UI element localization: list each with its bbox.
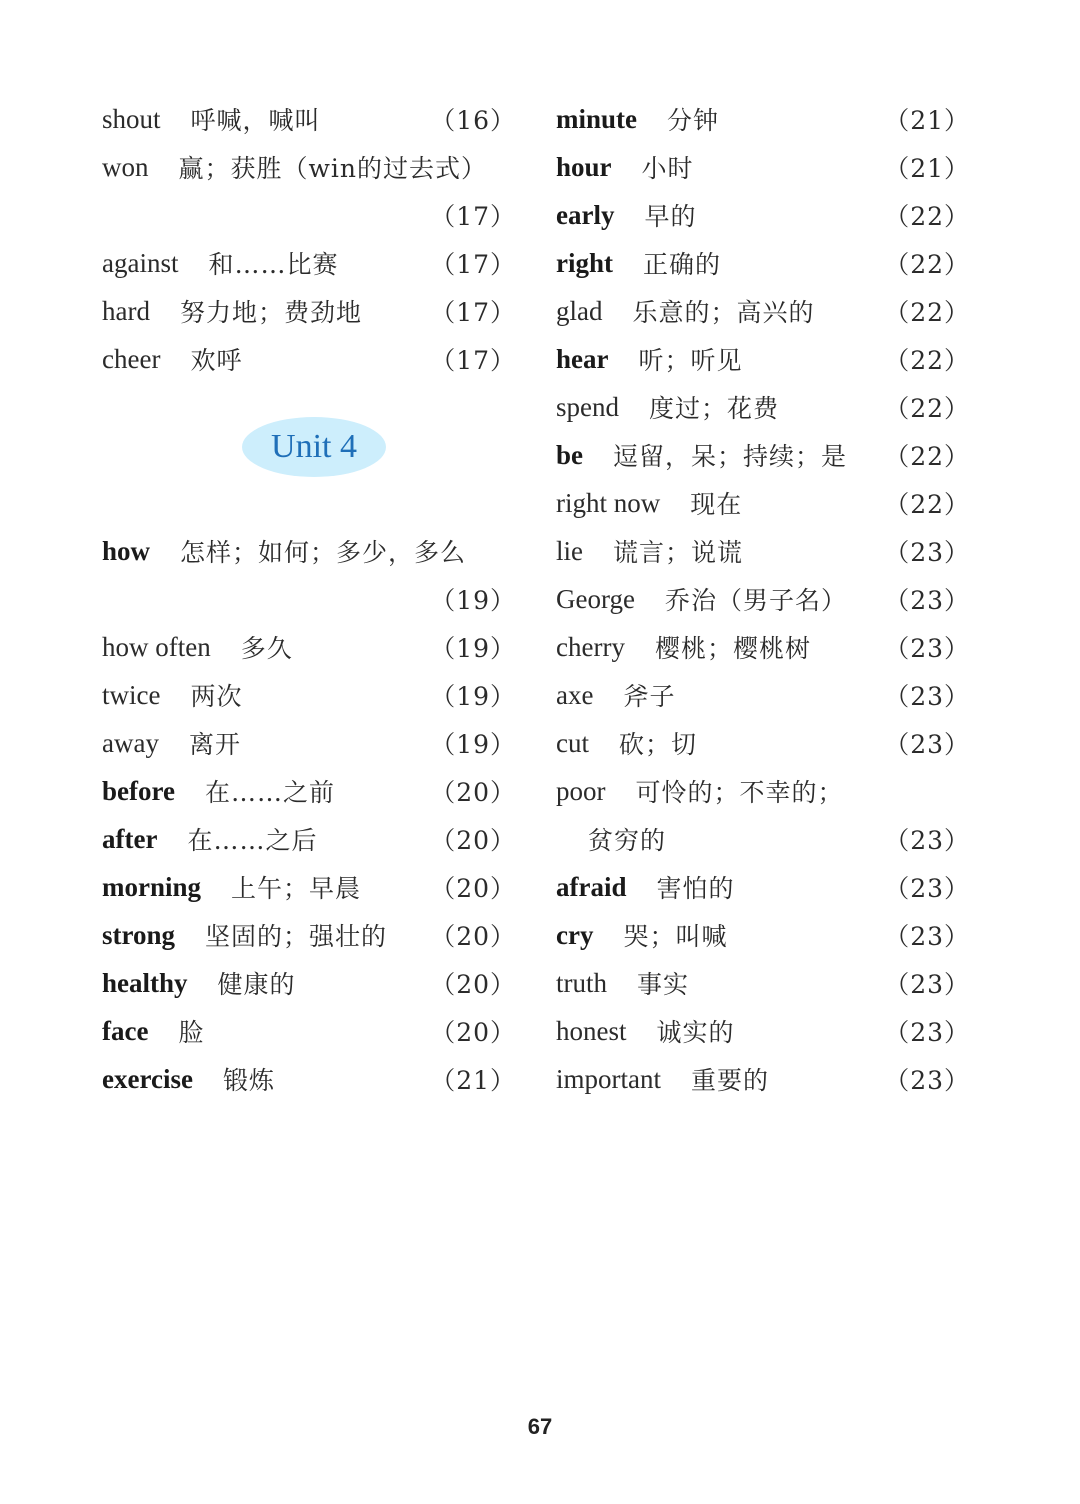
vocab-meaning: 分钟 <box>667 106 720 135</box>
vocab-word: early <box>556 199 615 230</box>
vocab-meaning: 坚固的；强壮的 <box>205 922 388 951</box>
vocab-word: afraid <box>556 871 627 902</box>
vocab-meaning: 赢；获胜（win的过去式） <box>178 154 487 183</box>
vocab-entry <box>556 191 970 239</box>
right-vocab-column <box>556 95 970 1103</box>
vocab-page-ref: （21） <box>430 1066 516 1095</box>
vocab-page-ref: （23） <box>884 634 970 663</box>
vocab-word: before <box>102 775 175 806</box>
vocab-entry <box>556 527 970 575</box>
vocab-word: spend <box>556 391 619 422</box>
vocab-entry <box>102 671 516 719</box>
vocab-word: hour <box>556 151 612 182</box>
vocab-meaning: 离开 <box>188 730 241 759</box>
vocab-meaning: 呼喊，喊叫 <box>190 106 321 135</box>
vocab-entry <box>556 143 970 191</box>
vocab-entry <box>556 767 970 815</box>
vocab-entry <box>102 623 516 671</box>
vocab-word: against <box>102 247 179 278</box>
vocab-meaning: 诚实的 <box>656 1018 735 1047</box>
vocab-entry <box>556 863 970 911</box>
vocab-page-ref: （20） <box>430 1018 516 1047</box>
vocab-word: face <box>102 1015 149 1046</box>
vocab-entry <box>102 527 516 575</box>
vocab-meaning: 可怜的；不幸的； <box>635 778 844 807</box>
vocab-page-ref: （22） <box>884 250 970 279</box>
vocab-word: cheer <box>102 343 161 374</box>
vocab-page-ref: （22） <box>884 346 970 375</box>
vocab-entry <box>102 815 516 863</box>
vocab-word: poor <box>556 775 606 806</box>
vocab-word: morning <box>102 871 202 902</box>
vocab-meaning: 和……比赛 <box>208 250 339 279</box>
vocab-meaning: 怎样；如何；多少，多么 <box>180 538 467 567</box>
vocab-word: hard <box>102 295 150 326</box>
vocab-page-ref: （23） <box>884 922 970 951</box>
vocab-word: cry <box>556 919 594 950</box>
vocab-entry <box>556 575 970 623</box>
vocab-word: lie <box>556 535 583 566</box>
vocab-page-ref: （17） <box>430 346 516 375</box>
vocab-list-unit4 <box>102 527 516 1103</box>
vocab-meaning: 贫穷的 <box>588 826 667 855</box>
vocab-entry <box>102 959 516 1007</box>
vocab-entry <box>102 239 516 287</box>
vocab-meaning: 健康的 <box>217 970 296 999</box>
vocab-word: be <box>556 439 583 470</box>
vocab-page-ref: （23） <box>884 538 970 567</box>
vocab-page-ref: （17） <box>430 250 516 279</box>
vocab-entry <box>556 671 970 719</box>
vocab-page-ref: （20） <box>430 970 516 999</box>
vocab-entry <box>102 335 516 383</box>
vocab-entry <box>102 1055 516 1103</box>
vocab-entry <box>556 95 970 143</box>
vocab-word: exercise <box>102 1063 193 1094</box>
vocab-meaning: 现在 <box>690 490 743 519</box>
vocab-entry <box>556 239 970 287</box>
vocab-entry <box>556 1007 970 1055</box>
vocab-entry <box>556 479 970 527</box>
vocab-page-ref: （20） <box>430 826 516 855</box>
vocab-word: right <box>556 247 613 278</box>
vocab-page-ref: （19） <box>430 682 516 711</box>
vocab-entry <box>102 191 516 239</box>
vocab-meaning: 欢呼 <box>190 346 243 375</box>
vocab-word: George <box>556 583 635 614</box>
vocab-word: away <box>102 727 159 758</box>
vocab-page-ref: （22） <box>884 394 970 423</box>
vocab-meaning: 早的 <box>644 202 697 231</box>
vocab-entry <box>102 287 516 335</box>
vocab-word: important <box>556 1063 661 1094</box>
unit-heading-wrap <box>102 383 516 527</box>
vocab-entry <box>556 911 970 959</box>
vocab-word: hear <box>556 343 609 374</box>
vocab-entry <box>102 143 516 191</box>
vocab-page-ref: （20） <box>430 874 516 903</box>
vocab-meaning: 樱桃；樱桃树 <box>654 634 811 663</box>
vocab-entry <box>102 575 516 623</box>
vocab-page-ref: （23） <box>884 1066 970 1095</box>
vocab-word: honest <box>556 1015 627 1046</box>
vocab-entry <box>556 623 970 671</box>
vocab-meaning: 上午；早晨 <box>231 874 362 903</box>
vocab-page-ref: （19） <box>430 730 516 759</box>
vocab-entry <box>102 1007 516 1055</box>
vocab-entry <box>102 719 516 767</box>
vocab-entry <box>102 863 516 911</box>
vocab-meaning: 事实 <box>637 970 690 999</box>
vocab-word: twice <box>102 679 161 710</box>
vocab-page-ref: （21） <box>884 154 970 183</box>
vocab-word: shout <box>102 103 161 134</box>
vocab-word: cut <box>556 727 589 758</box>
vocab-entry <box>556 287 970 335</box>
vocab-meaning: 哭；叫喊 <box>623 922 728 951</box>
vocab-entry <box>556 383 970 431</box>
page-number: 67 <box>527 1414 553 1439</box>
vocab-meaning: 努力地；费劲地 <box>179 298 362 327</box>
vocab-meaning: 害怕的 <box>656 874 735 903</box>
vocab-page-ref: （17） <box>430 202 516 231</box>
vocab-page-ref: （22） <box>884 490 970 519</box>
vocab-meaning: 逗留，呆；持续；是 <box>613 442 848 471</box>
vocab-entry <box>556 959 970 1007</box>
vocab-word: glad <box>556 295 603 326</box>
vocab-meaning: 度过；花费 <box>649 394 780 423</box>
vocab-meaning: 在……之后 <box>187 826 318 855</box>
vocab-page-ref: （23） <box>884 682 970 711</box>
vocab-page-ref: （23） <box>884 1018 970 1047</box>
vocab-meaning: 砍；切 <box>619 730 698 759</box>
vocab-page-ref: （23） <box>884 586 970 615</box>
vocab-meaning: 斧子 <box>623 682 676 711</box>
vocab-meaning: 锻炼 <box>222 1066 275 1095</box>
vocab-page-ref: （23） <box>884 826 970 855</box>
left-vocab-column <box>102 95 516 1103</box>
vocab-entry <box>556 1055 970 1103</box>
vocab-entry <box>556 431 970 479</box>
vocab-word: axe <box>556 679 594 710</box>
vocab-word: healthy <box>102 967 188 998</box>
vocab-page-ref: （22） <box>884 202 970 231</box>
vocab-list-unit3-end <box>102 95 516 383</box>
vocab-meaning: 重要的 <box>690 1066 769 1095</box>
vocab-meaning: 谎言；说谎 <box>613 538 744 567</box>
vocab-meaning: 乐意的；高兴的 <box>632 298 815 327</box>
vocab-word: after <box>102 823 158 854</box>
vocab-word: cherry <box>556 631 625 662</box>
vocab-meaning: 听；听见 <box>638 346 743 375</box>
vocab-entry <box>102 95 516 143</box>
vocab-page-ref: （17） <box>430 298 516 327</box>
vocab-word: how <box>102 535 151 566</box>
vocab-page-ref: （22） <box>884 298 970 327</box>
vocab-entry <box>102 767 516 815</box>
vocab-page-ref: （23） <box>884 970 970 999</box>
vocab-page-ref: （22） <box>884 442 970 471</box>
vocab-entry <box>556 335 970 383</box>
vocab-word: strong <box>102 919 176 950</box>
vocab-page-ref: （16） <box>430 106 516 135</box>
vocab-meaning: 小时 <box>641 154 694 183</box>
vocab-page-ref: （21） <box>884 106 970 135</box>
vocab-entry <box>556 815 970 863</box>
vocab-page-ref: （20） <box>430 922 516 951</box>
vocab-word: truth <box>556 967 607 998</box>
vocab-word: minute <box>556 103 637 134</box>
vocab-word: won <box>102 151 149 182</box>
vocab-word: how often <box>102 631 211 662</box>
vocab-page-ref: （20） <box>430 778 516 807</box>
vocab-word: right now <box>556 487 661 518</box>
vocab-page-ref: （19） <box>430 586 516 615</box>
vocab-meaning: 多久 <box>240 634 293 663</box>
unit-heading: Unit 4 <box>242 417 386 477</box>
vocab-meaning: 在……之前 <box>204 778 335 807</box>
vocab-meaning: 正确的 <box>643 250 722 279</box>
vocab-page-ref: （23） <box>884 730 970 759</box>
vocab-meaning: 乔治（男子名） <box>664 586 847 615</box>
vocab-entry <box>556 719 970 767</box>
vocab-page-ref: （23） <box>884 874 970 903</box>
vocab-entry <box>102 911 516 959</box>
vocab-meaning: 脸 <box>178 1018 205 1047</box>
vocab-meaning: 两次 <box>190 682 243 711</box>
vocab-page-ref: （19） <box>430 634 516 663</box>
